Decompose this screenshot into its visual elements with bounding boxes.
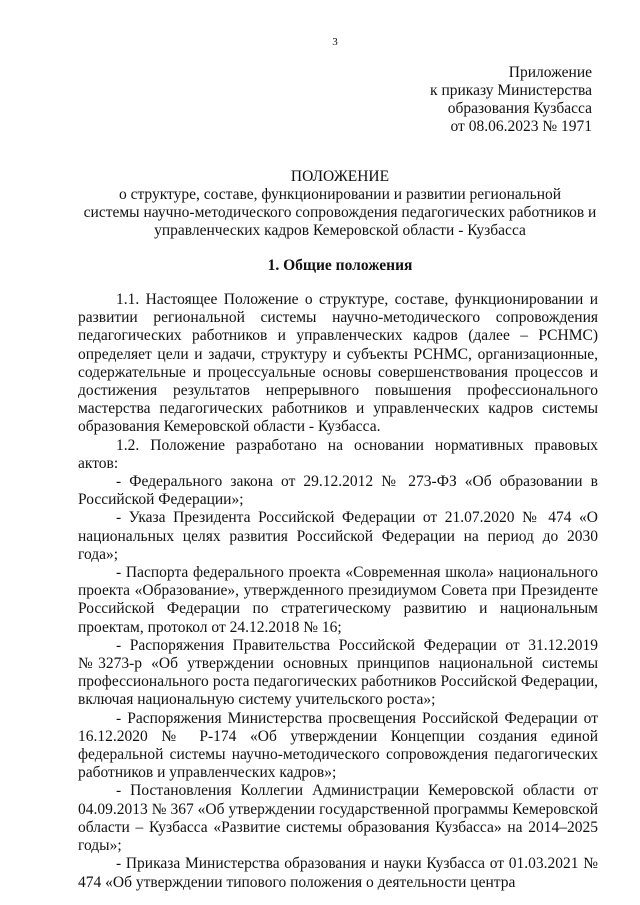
appendix-line: образования Кузбасса — [447, 100, 592, 117]
document-title-block — [60, 168, 620, 240]
paragraph-1-2: 1.2. Положение разработано на основании нормативных правовых актов: — [78, 436, 598, 472]
document-subtitle-line: о структуре, составе, функционировании и развитии региональной — [118, 186, 562, 203]
list-item-project-passport: - Паспорта федерального проекта «Современная школа» национального проекта «Образование», утвержденного президиумом Совета при Президенте Российской Федерации по стратегическому развитию и национальным проектам, протокол от 24.12.2018 № 16; — [78, 564, 598, 636]
appendix-line: от 08.06.2023 № 1971 — [450, 118, 592, 135]
section-heading: 1. Общие положения — [267, 257, 413, 274]
list-item-kuzbass-ministry-order: - Приказа Министерства образования и науки Кузбасса от 01.03.2021 № 474 «Об утверждении типового положения о деятельности центра — [78, 855, 598, 891]
list-item-presidential-decree: - Указа Президента Российской Федерации от 21.07.2020 № 474 «О национальных целях развития Российской Федерации на период до 2030 года»; — [78, 509, 598, 563]
list-item-ministry-order: - Распоряжения Министерства просвещения Российской Федерации от 16.12.2020 № Р-174 «Об утверждении Концепции создания единой федеральной системы научно-методического сопровождения педагогических работников и управленческих кадров»; — [78, 709, 598, 782]
list-item-federal-law: - Федерального закона от 29.12.2012 № 273-ФЗ «Об образовании в Российской Федерации»; — [78, 473, 598, 509]
appendix-block — [372, 64, 592, 136]
page-number: 3 — [332, 36, 338, 48]
list-item-collegium-resolution: - Постановления Коллегии Администрации Кемеровской области от 04.09.2013 № 367 «Об утверждении государственной программы Кемеровской области – Кузбасса «Развитие системы образования Кузбасса» на 2014–2025 годы»; — [78, 782, 598, 855]
paragraph-1-1: 1.1. Настоящее Положение о структуре, составе, функционировании и развитии региональной системы научно-методического сопровождения педагогических работников и управленческих кадров (далее – РСНМС) определяет цели и задачи, структуру и субъекты РСНМС, организационные, содержательные и процессуальные основы совершенствования процессов и достижения результатов непрерывного повышения профессионального мастерства педагогических работников и управленческих кадров системы образования Кемеровской области - Кузбасса. — [78, 291, 598, 436]
appendix-line: Приложение — [508, 64, 592, 81]
document-subtitle-line: системы научно-методического сопровождения педагогических работников и — [83, 204, 597, 221]
document-body — [78, 291, 598, 892]
appendix-line: к приказу Министерства — [430, 82, 592, 99]
list-item-government-order: - Распоряжения Правительства Российской Федерации от 31.12.2019 №3273-р «Об утверждении основных принципов национальной системы профессионального роста педагогических работников Российской Федерации, включая национальную систему учительского роста»; — [78, 636, 598, 709]
document-title: ПОЛОЖЕНИЕ — [290, 168, 390, 185]
document-subtitle-line: управленческих кадров Кемеровской области - Кузбасса — [154, 222, 526, 239]
